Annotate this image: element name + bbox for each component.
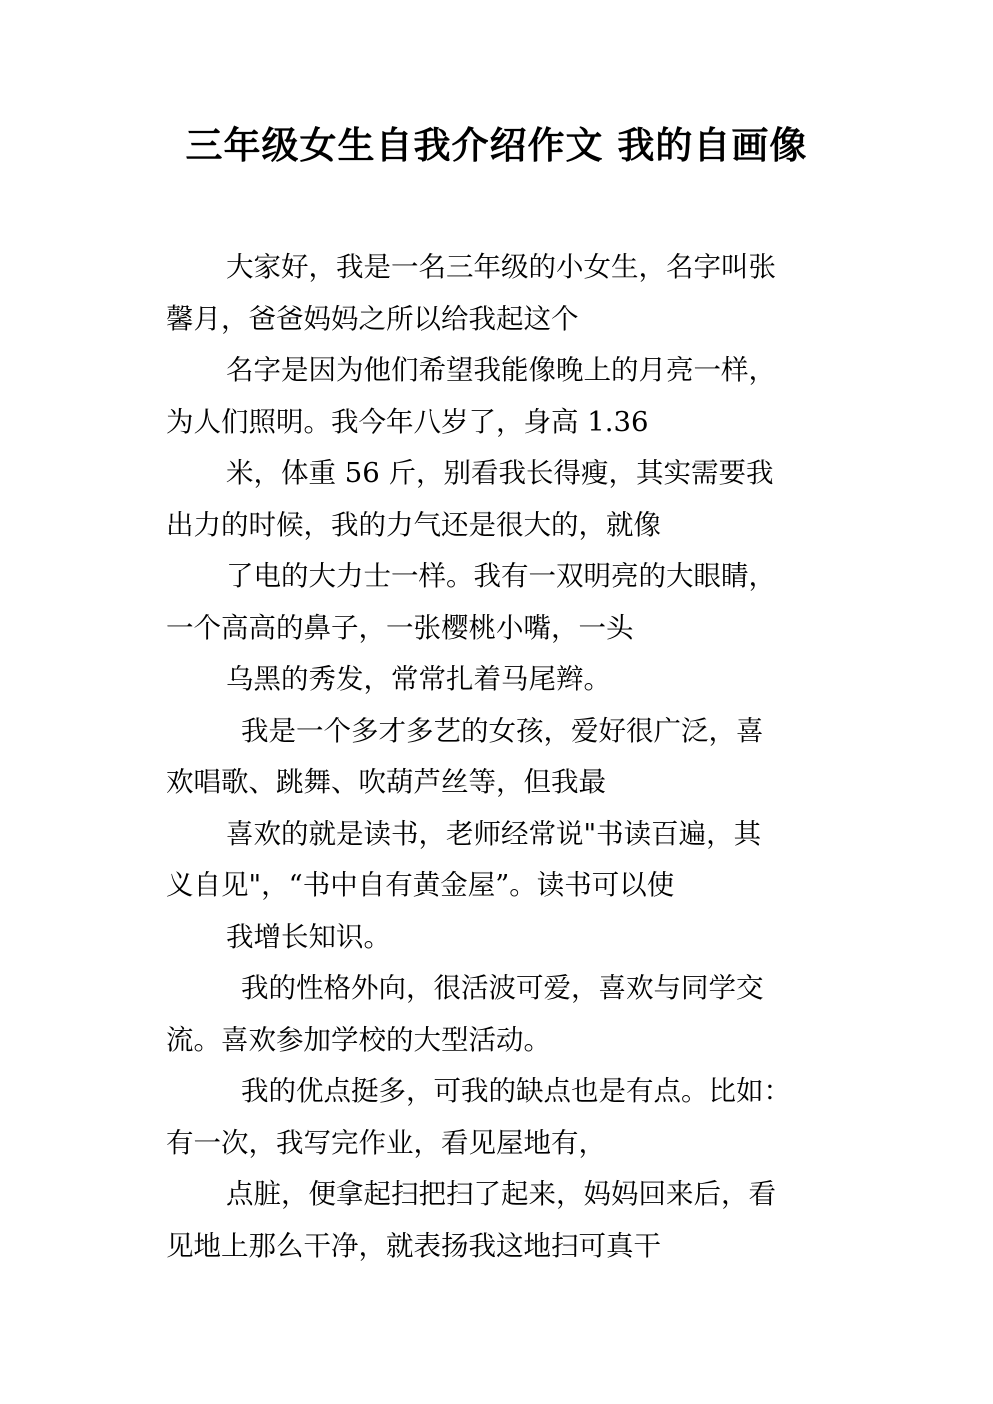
text-line: 我的优点挺多，可我的缺点也是有点。比如：	[241, 1075, 791, 1107]
paragraph	[166, 551, 846, 654]
text-line: 馨月，爸爸妈妈之所以给我起这个	[166, 302, 579, 335]
text-line: 大家好，我是一名三年级的小女生，名字叫张	[226, 251, 776, 283]
text-line: 义自见"，“书中自有黄金屋”。读书可以使	[166, 869, 675, 901]
paragraph	[166, 963, 846, 1066]
text-line: 我增长知识。	[226, 920, 391, 953]
text-line: 一个高高的鼻子，一张樱桃小嘴，一头	[166, 611, 634, 644]
paragraph	[166, 912, 846, 964]
paragraph	[166, 706, 846, 809]
paragraph	[166, 448, 846, 551]
text-line: 名字是因为他们希望我能像晚上的月亮一样，	[226, 354, 776, 386]
text-line: 出力的时候，我的力气还是很大的，就像	[166, 508, 661, 541]
document-body	[166, 242, 846, 1272]
paragraph	[166, 345, 846, 448]
paragraph	[166, 1066, 846, 1169]
paragraph	[166, 1169, 846, 1272]
text-line: 我是一个多才多艺的女孩，爱好很广泛，喜	[241, 714, 764, 747]
text-line: 欢唱歌、跳舞、吹葫芦丝等，但我最	[166, 766, 606, 798]
text-line: 流。喜欢参加学校的大型活动。	[166, 1023, 551, 1056]
text-line: 喜欢的就是读书，老师经常说"书读百遍，其	[226, 817, 762, 850]
text-line: 有一次，我写完作业，看见屋地有，	[166, 1126, 606, 1159]
text-line: 点脏，便拿起扫把扫了起来，妈妈回来后，看	[226, 1178, 776, 1210]
document-title: 三年级女生自我介绍作文 我的自画像	[185, 124, 808, 167]
text-line: 米，体重 56 斤，别看我长得瘦，其实需要我	[226, 457, 774, 489]
paragraph	[166, 809, 846, 912]
paragraph	[166, 654, 846, 706]
text-line: 见地上那么干净，就表扬我这地扫可真干	[166, 1229, 661, 1262]
text-line: 乌黑的秀发，常常扎着马尾辫。	[226, 663, 611, 695]
text-line: 为人们照明。我今年八岁了，身高 1.36	[166, 405, 649, 438]
text-line: 我的性格外向，很活波可爱，喜欢与同学交	[241, 972, 764, 1004]
paragraph	[166, 242, 846, 345]
text-line: 了电的大力士一样。我有一双明亮的大眼睛，	[226, 560, 776, 592]
